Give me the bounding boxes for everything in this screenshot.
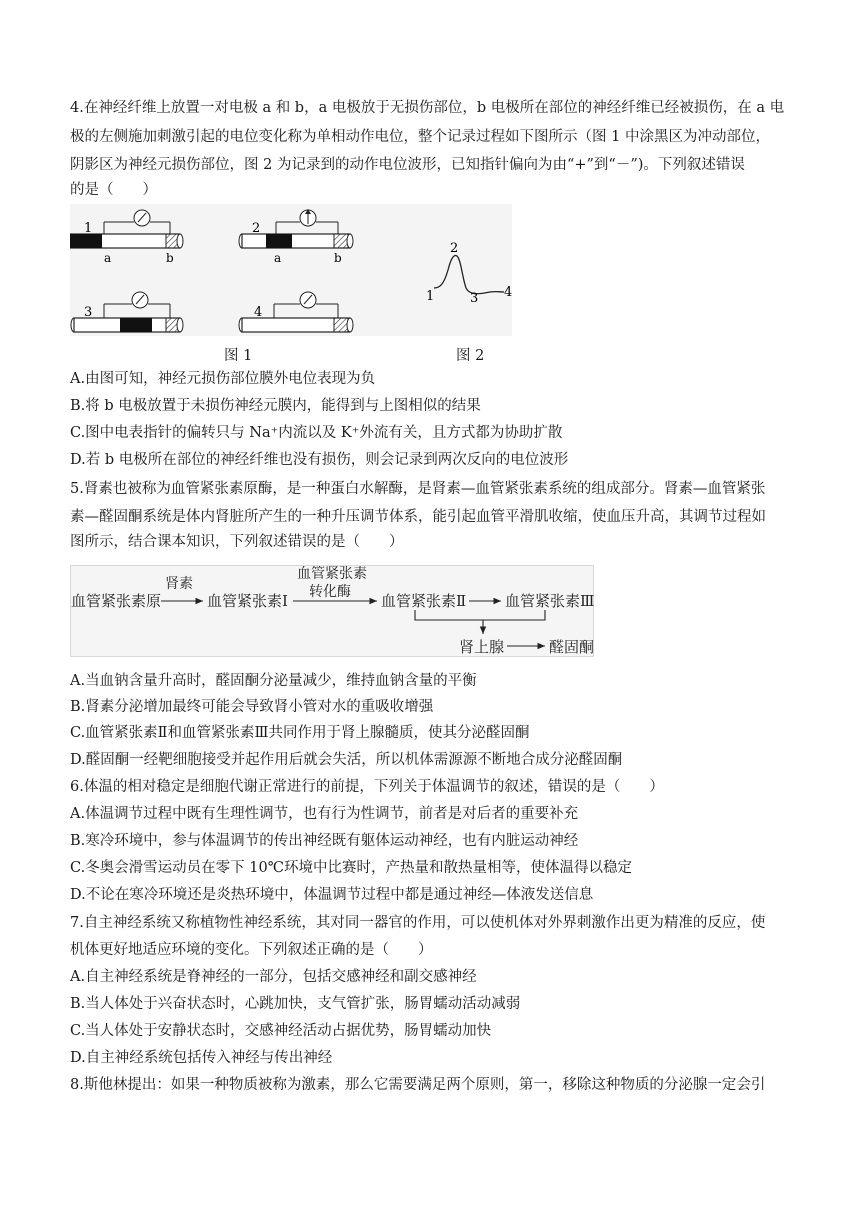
fig1-label-4: 4 <box>254 305 263 320</box>
q4-option-a: A.由图可知，神经元损伤部位膜外电位表现为负 <box>70 371 376 387</box>
q5-option-c: C.血管紧张素Ⅱ和血管紧张素Ⅲ共同作用于肾上腺髓质，使其分泌醛固酮 <box>70 725 530 741</box>
q5-node-ang3: 血管紧张素Ⅲ <box>505 592 595 610</box>
q7-option-d: D.自主神经系统包括传入神经与传出神经 <box>70 1050 333 1066</box>
fig2-label-3: 3 <box>470 291 479 306</box>
q8-stem-line-1: 8.斯他林提出：如果一种物质被称为激素，那么它需要满足两个原则，第一，移除这种物质的分泌腺一定会引 <box>70 1077 766 1093</box>
fig2-label-2: 2 <box>450 241 459 256</box>
fig1-panel-1 <box>70 210 183 265</box>
fig2-label-1: 1 <box>426 289 435 304</box>
q7-stem-line-2: 机体更好地适应环境的变化。下列叙述正确的是（ ） <box>70 942 433 958</box>
q4-stem-line-4: 的是（ ） <box>70 182 157 198</box>
fig1-label-3: 3 <box>84 305 93 320</box>
q5-node-angiotensinogen: 血管紧张素原 <box>71 592 162 610</box>
q7-stem-line-1: 7.自主神经系统又称植物性神经系统，其对同一器官的作用，可以使机体对外界刺激作出更为精准的反应，使 <box>70 915 766 931</box>
q5-diagram-svg <box>71 566 595 658</box>
q5-option-a: A.当血钠含量升高时，醛固酮分泌量减少，维持血钠含量的平衡 <box>70 673 477 689</box>
fig2-caption: 图 2 <box>456 348 485 364</box>
q5-option-d: D.醛固酮一经靶细胞接受并起作用后就会失活，所以机体需源源不断地合成分泌醛固酮 <box>70 752 623 768</box>
fig1-electrode-a-2: a <box>274 251 282 265</box>
fig1-label-1: 1 <box>84 221 93 236</box>
q4-figure <box>70 204 512 336</box>
q6-stem-line-1: 6.体温的相对稳定是细胞代谢正常进行的前提，下列关于体温调节的叙述，错误的是（ ） <box>70 779 664 795</box>
fig2-waveform <box>426 241 512 306</box>
q5-stem-line-2: 素—醛固酮系统是体内肾脏所产生的一种升压调节体系，能引起血管平滑肌收缩，使血压升高，其调节过程如 <box>70 509 766 525</box>
q4-stem-line-2: 极的左侧施加刺激引起的电位变化称为单相动作电位，整个记录过程如下图所示（图 1 中涂黑区为冲动部位， <box>70 129 770 145</box>
fig1-electrode-b: b <box>166 251 174 265</box>
q4-stem-line-3: 阴影区为神经元损伤部位，图 2 为记录到的动作电位波形，已知指针偏向为由“+”到“－”)。下列叙述错误 <box>70 157 745 173</box>
fig1-panel-4 <box>239 292 353 332</box>
q5-enzyme-renin: 肾素 <box>165 576 193 592</box>
q5-enzyme-ace-line2: 转化酶 <box>309 584 351 600</box>
q4-option-d: D.若 b 电极所在部位的神经纤维也没有损伤，则会记录到两次反向的电位波形 <box>70 452 569 468</box>
q5-option-b: B.肾素分泌增加最终可能会导致肾小管对水的重吸收增强 <box>70 699 434 715</box>
q5-node-ang1: 血管紧张素Ⅰ <box>207 592 288 610</box>
q4-figure-svg <box>70 204 512 336</box>
q5-node-ang2: 血管紧张素Ⅱ <box>381 592 467 610</box>
fig1-electrode-b-2: b <box>334 251 342 265</box>
q5-bracket <box>415 610 545 620</box>
q5-stem-line-1: 5.肾素也被称为血管紧张素原酶，是一种蛋白水解酶，是肾素—血管紧张素系统的组成部分。肾素—血管紧张 <box>70 481 766 497</box>
q7-option-c: C.当人体处于安静状态时，交感神经活动占据优势，肠胃蠕动加快 <box>70 1023 492 1039</box>
fig1-panel-2 <box>239 209 353 265</box>
fig2-label-4: 4 <box>504 285 512 300</box>
q5-stem-line-3: 图所示，结合课本知识，下列叙述错误的是（ ） <box>70 534 404 550</box>
q6-option-b: B.寒冷环境中，参与体温调节的传出神经既有躯体运动神经，也有内脏运动神经 <box>70 833 579 849</box>
q7-option-b: B.当人体处于兴奋状态时，心跳加快，支气管扩张，肠胃蠕动活动减弱 <box>70 996 521 1012</box>
q4-option-b: B.将 b 电极放置于未损伤神经元膜内，能得到与上图相似的结果 <box>70 398 481 414</box>
q4-option-c: C.图中电表指针的偏转只与 Na⁺内流以及 K⁺外流有关，且方式都为协助扩散 <box>70 425 563 441</box>
q5-enzyme-ace-line1: 血管紧张素 <box>297 566 367 582</box>
q5-node-aldosterone: 醛固酮 <box>549 638 595 656</box>
fig1-panel-3 <box>71 292 183 332</box>
q7-option-a: A.自主神经系统是脊神经的一部分，包括交感神经和副交感神经 <box>70 969 477 985</box>
fig1-caption: 图 1 <box>224 348 253 364</box>
q6-option-c: C.冬奥会滑雪运动员在零下 10℃环境中比赛时，产热量和散热量相等，使体温得以稳定 <box>70 860 632 876</box>
fig1-label-2: 2 <box>252 221 261 236</box>
q4-stem-line-1: 4.在神经纤维上放置一对电极 a 和 b，a 电极放于无损伤部位，b 电极所在部位的神经纤维已经被损伤，在 a 电 <box>70 100 785 116</box>
q5-diagram <box>70 565 594 657</box>
q6-option-a: A.体温调节过程中既有生理性调节，也有行为性调节，前者是对后者的重要补充 <box>70 806 579 822</box>
q6-option-d: D.不论在寒冷环境还是炎热环境中，体温调节过程中都是通过神经—体液发送信息 <box>70 887 594 903</box>
q5-node-adrenal: 肾上腺 <box>459 638 505 656</box>
fig1-electrode-a: a <box>104 251 112 265</box>
